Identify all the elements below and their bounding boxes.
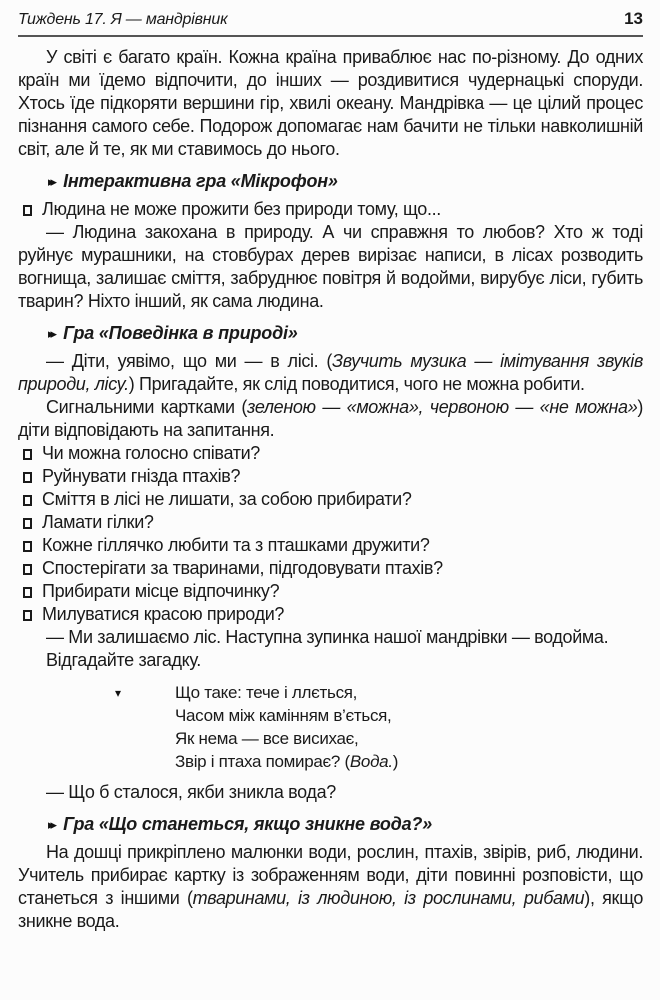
riddle-answer: Вода.	[349, 752, 393, 771]
square-bullet-icon	[23, 610, 32, 621]
square-bullet-icon	[23, 518, 32, 529]
list-item	[18, 580, 643, 603]
riddle-line-text: Звір і птаха помирає? (	[175, 752, 350, 771]
leave-forest-paragraph: — Ми залишаємо ліс. Наступна зупинка нашої мандрівки — водойма.	[46, 627, 609, 647]
paragraph-text: На дошці прикріплено малюнки води, рослин, птахів, звірів, риб, людини. Учитель прибирає картку із зображенням води, діти повинні розповісти, що станеться з іншими (	[18, 842, 643, 908]
guess-riddle-line: Відгадайте загадку.	[46, 650, 201, 670]
double-arrow-icon: ▸▸	[48, 174, 54, 189]
stage-direction: Звучить музика — імітування звуків природи, лісу.	[18, 351, 643, 394]
riddle-line: Що таке: тече і ллється,	[175, 683, 358, 702]
list-item	[18, 442, 643, 465]
game-heading-label: Гра «Поведінка в природі»	[63, 323, 298, 343]
list-item-text: Сміття в лісі не лишати, за собою прибирати?	[42, 489, 412, 509]
game-heading-water	[18, 813, 643, 837]
list-item-text: Кожне гіллячко любити та з пташками дружити?	[42, 535, 430, 555]
list-item-text: Ламати гілки?	[42, 512, 154, 532]
game-heading-label: Інтерактивна гра «Мікрофон»	[63, 171, 338, 191]
paragraph-text: ) Пригадайте, як слід поводитися, чого не можна робити.	[128, 374, 585, 394]
affected-list: тваринами, із людиною, із рослинами, рибами	[192, 888, 585, 908]
paragraph-text: Сигнальними картками (	[46, 397, 247, 417]
square-bullet-icon	[23, 205, 32, 216]
riddle-block	[115, 681, 643, 773]
card-colors-note: зеленою — «можна», червоною — «не можна»	[247, 397, 638, 417]
square-bullet-icon	[23, 564, 32, 575]
game-heading-behavior	[18, 322, 643, 346]
list-item-text: Милуватися красою природи?	[42, 604, 285, 624]
forest-paragraph	[18, 350, 643, 396]
list-item-text: Прибирати місце відпочинку?	[42, 581, 280, 601]
square-bullet-icon	[23, 541, 32, 552]
paragraph-text: — Діти, уявімо, що ми — в лісі. (	[46, 351, 333, 371]
square-bullet-icon	[23, 587, 32, 598]
list-item-text: Людина не може прожити без природи тому, що...	[42, 199, 441, 219]
paragraph-text: ), якщо зникне вода.	[18, 888, 644, 931]
list-item	[18, 488, 643, 511]
list-item	[18, 465, 643, 488]
double-arrow-icon: ▸▸	[48, 817, 54, 832]
chapter-title: Тиждень 17. Я — мандрівник	[18, 11, 228, 28]
game-heading-label: Гра «Що станеться, якщо зникне вода?»	[63, 814, 433, 834]
list-item	[18, 557, 643, 580]
list-item-text: Чи можна голосно співати?	[42, 443, 260, 463]
riddle-lines	[175, 681, 643, 773]
cards-paragraph	[18, 396, 643, 442]
list-item	[18, 534, 643, 557]
riddle-line: Часом між камінням в’ється,	[175, 706, 392, 725]
intro-paragraph: У світі є багато країн. Кожна країна приваблює нас по-різному. До одних країн ми їдемо відпочити, до інших — роздивитися чудернацькі споруди. Хтось їде підкоряти вершини гір, хвилі океану. Мандрівка — це цілий процес пізнання самого себе. Подорож допомагає нам бачити не тільки навколишній світ, але й те, як ми ставимось до нього.	[18, 47, 643, 159]
list-item	[18, 603, 643, 626]
list-item-text: Спостерігати за тваринами, підгодовувати птахів?	[42, 558, 443, 578]
square-bullet-icon	[23, 449, 32, 460]
list-item-text: Руйнувати гнізда птахів?	[42, 466, 241, 486]
riddle-line: Як нема — все висихає,	[175, 729, 359, 748]
triangle-bullet-icon: ▾	[115, 686, 121, 700]
riddle-line	[175, 750, 643, 773]
list-item	[18, 198, 643, 221]
game-heading-microphone	[18, 170, 643, 194]
list-item	[18, 511, 643, 534]
paragraph-text: ) діти відповідають на запитання.	[18, 397, 644, 440]
riddle-line-text: )	[392, 752, 399, 771]
water-game-paragraph	[18, 841, 643, 933]
square-bullet-icon	[23, 472, 32, 483]
double-arrow-icon: ▸▸	[48, 326, 54, 341]
square-bullet-icon	[23, 495, 32, 506]
what-if-question: — Що б сталося, якби зникла вода?	[46, 782, 336, 802]
answer-paragraph: — Людина закохана в природу. А чи справжня то любов? Хто ж тоді руйнує мурашники, на стовбурах дерев вирізає написи, в лісах розводить вогнища, залишає сміття, забруднює повітря й водойми, вирубує ліси, губить тварин? Ніхто інший, як сама людина.	[18, 222, 643, 311]
page-number: 13	[624, 9, 643, 28]
running-header	[18, 5, 643, 37]
